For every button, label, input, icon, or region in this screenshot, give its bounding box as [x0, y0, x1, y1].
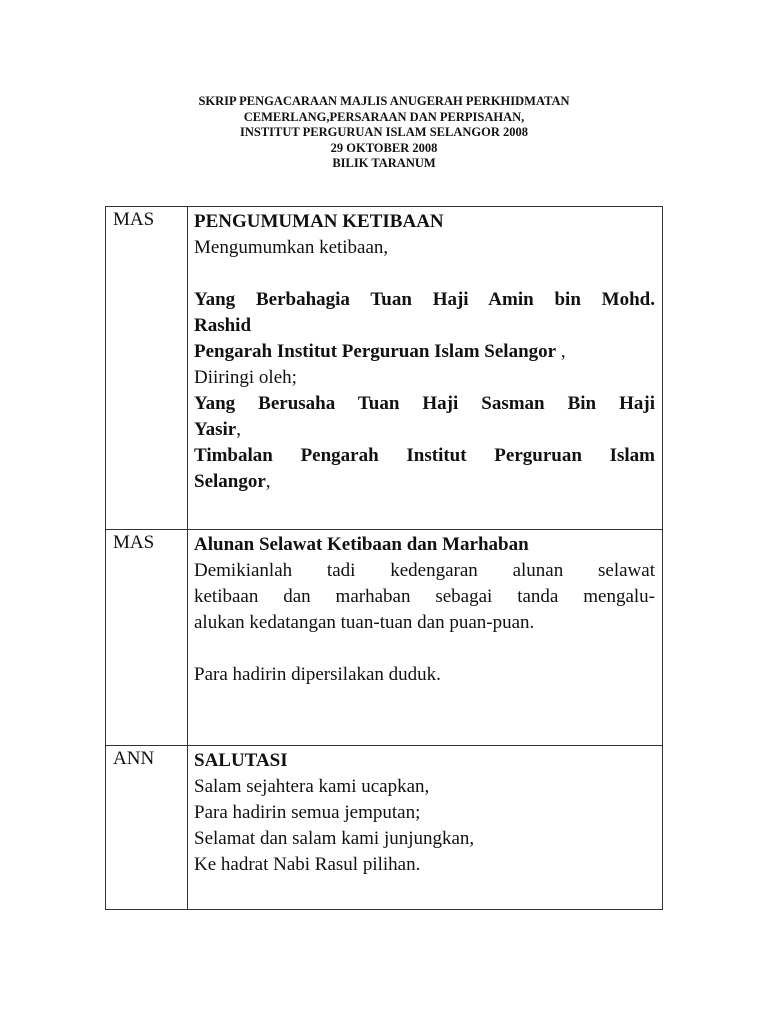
verse-line: Para hadirin semua jemputan; — [194, 802, 421, 823]
role-cell: MAS — [106, 207, 188, 530]
vip-position: Selangor — [194, 471, 266, 492]
content-cell — [188, 746, 663, 910]
verse-line: Ke hadrat Nabi Rasul pilihan. — [194, 854, 421, 875]
vip-name-line: Rashid — [194, 315, 252, 336]
punctuation: , — [556, 341, 566, 362]
spacer — [194, 636, 655, 662]
spacer — [194, 261, 655, 287]
vip-position-line — [194, 469, 655, 495]
paragraph-line: Para hadirin dipersilakan duduk. — [194, 664, 441, 685]
verse-line: Selamat dan salam kami junjungkan, — [194, 828, 475, 849]
role-cell: ANN — [106, 746, 188, 910]
header-line-venue: BILIK TARANUM — [332, 156, 436, 170]
content-cell — [188, 207, 663, 530]
accompanied-text: Diiringi oleh; — [194, 367, 297, 388]
vip-name: Yasir — [194, 419, 237, 440]
section-title: SALUTASI — [194, 750, 288, 771]
vip-name-line — [194, 417, 655, 443]
vip-name-line: Yang Berbahagia Tuan Haji Amin bin Mohd. — [194, 289, 655, 310]
role-cell: MAS — [106, 530, 188, 746]
header-line-subtitle: CEMERLANG,PERSARAAN DAN PERPISAHAN, — [243, 109, 525, 124]
paragraph-line: alukan kedatangan tuan-tuan dan puan-puan. — [194, 612, 535, 633]
content-cell — [188, 530, 663, 746]
header-line-institution: INSTITUT PERGURUAN ISLAM SELANGOR 2008 — [239, 125, 528, 139]
punctuation: , — [236, 419, 241, 440]
table-row — [106, 530, 663, 746]
header-line-title: SKRIP PENGACARAAN MAJLIS ANUGERAH PERKHIDMATAN — [198, 94, 570, 108]
vip-name-line: Yang Berusaha Tuan Haji Sasman Bin Haji — [194, 393, 655, 414]
section-title: Alunan Selawat Ketibaan dan Marhaban — [194, 534, 529, 555]
vip-position: Pengarah Institut Perguruan Islam Selangor — [194, 341, 557, 362]
table-row — [106, 746, 663, 910]
vip-position-line — [194, 339, 655, 365]
vip-position-line: Timbalan Pengarah Institut Perguruan Islam — [194, 445, 655, 466]
document-header — [0, 94, 768, 172]
table-row — [106, 207, 663, 530]
script-table — [105, 206, 663, 910]
paragraph-line: ketibaan dan marhaban sebagai tanda mengalu- — [194, 586, 655, 607]
verse-line: Salam sejahtera kami ucapkan, — [194, 776, 430, 797]
intro-text: Mengumumkan ketibaan, — [194, 237, 389, 258]
section-title: PENGUMUMAN KETIBAAN — [194, 211, 444, 232]
punctuation: , — [265, 471, 271, 492]
header-line-date: 29 OKTOBER 2008 — [330, 140, 438, 155]
paragraph-line: Demikianlah tadi kedengaran alunan selawat — [194, 560, 655, 581]
